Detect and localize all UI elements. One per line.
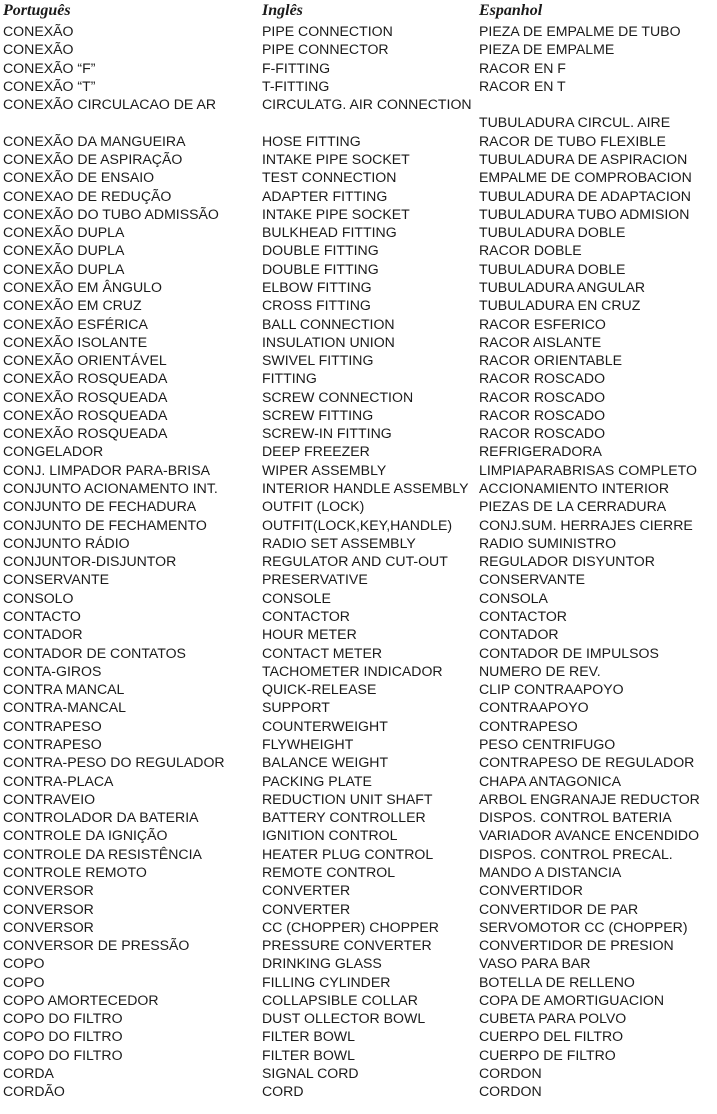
- term-es: RACOR DOBLE: [479, 242, 582, 259]
- table-row: [0, 936, 717, 954]
- term-en: HOUR METER: [262, 626, 357, 643]
- term-en: BULKHEAD FITTING: [262, 224, 397, 241]
- table-row: [0, 351, 717, 369]
- term-pt: CONEXÃO ISOLANTE: [3, 333, 148, 350]
- term-pt: CONEXÃO: [3, 23, 74, 39]
- term-pt: CONTACTO: [3, 608, 81, 624]
- term-en: BALL CONNECTION: [262, 315, 395, 332]
- term-en: INTERIOR HANDLE ASSEMBLY: [262, 480, 469, 497]
- term-pt: CONEXÃO EM ÂNGULO: [3, 278, 162, 295]
- term-es: TUBULADURA DE ASPIRACION: [479, 150, 688, 167]
- term-en: DRINKING GLASS: [262, 955, 382, 972]
- term-pt: CONEXÃO “T”: [3, 77, 96, 94]
- table-row: [0, 753, 717, 771]
- term-es: CUBETA PARA POLVO: [479, 1010, 627, 1027]
- term-es: TUBULADURA ANGULAR: [479, 278, 646, 295]
- term-pt: CONSOLO: [3, 589, 74, 606]
- term-en: PIPE CONNECTION: [262, 23, 393, 39]
- term-en: RADIO SET ASSEMBLY: [262, 534, 416, 551]
- table-row: [0, 991, 717, 1009]
- term-es: TUBULADURA CIRCUL. AIRE: [479, 114, 671, 131]
- table-row: [0, 1009, 717, 1027]
- table-row: [0, 954, 717, 972]
- term-en: CONSOLE: [262, 589, 331, 606]
- table-row: [0, 644, 717, 662]
- term-pt: CONTROLE DA IGNIÇÃO: [3, 827, 168, 844]
- table-row: [0, 1082, 717, 1100]
- term-es: NUMERO DE REV.: [479, 662, 601, 679]
- term-pt: CONEXÃO “F”: [3, 59, 96, 76]
- term-es: TUBULADURA EN CRUZ: [479, 297, 641, 314]
- table-row: [0, 260, 717, 278]
- term-pt: CONEXÃO DE ASPIRAÇÃO: [3, 150, 183, 167]
- table-row: [0, 790, 717, 808]
- term-en: DUST OLLECTOR BOWL: [262, 1010, 426, 1027]
- term-es: PIEZAS DE LA CERRADURA: [479, 498, 667, 515]
- term-es: RACOR EN T: [479, 77, 566, 94]
- term-pt: CORDÃO: [3, 1083, 65, 1100]
- term-pt: COPO DO FILTRO: [3, 1010, 123, 1027]
- term-en: WIPER ASSEMBLY: [262, 461, 387, 478]
- term-es: RACOR ROSCADO: [479, 388, 606, 405]
- term-en: T-FITTING: [262, 77, 330, 94]
- term-es: MANDO A DISTANCIA: [479, 863, 622, 880]
- header-ingles: Inglês: [262, 2, 303, 19]
- term-en: FITTING: [262, 370, 317, 387]
- term-es: CONTRAPESO DE REGULADOR: [479, 754, 695, 771]
- term-pt: CONTADOR DE CONTATOS: [3, 644, 186, 661]
- table-row: [0, 241, 717, 259]
- table-row: [0, 388, 717, 406]
- term-es: CONTRAAPOYO: [479, 699, 589, 716]
- table-row: [0, 132, 717, 150]
- table-row: [0, 205, 717, 223]
- term-en: IGNITION CONTROL: [262, 827, 398, 844]
- term-pt: CONTRA-MANCAL: [3, 699, 126, 716]
- term-en: ADAPTER FITTING: [262, 187, 388, 204]
- table-row: [0, 570, 717, 588]
- term-es: RACOR AISLANTE: [479, 333, 602, 350]
- term-en: F-FITTING: [262, 59, 331, 76]
- table-row: [0, 369, 717, 387]
- term-pt: COPO: [3, 955, 45, 972]
- term-en: REGULATOR AND CUT-OUT: [262, 553, 448, 570]
- term-pt: CONTRA-PLACA: [3, 772, 114, 789]
- table-row: [0, 516, 717, 534]
- table-row: [0, 625, 717, 643]
- term-pt: CONEXÃO ROSQUEADA: [3, 370, 168, 387]
- table-row: [0, 406, 717, 424]
- term-es: LIMPIAPARABRISAS COMPLETO: [479, 461, 697, 478]
- term-es: RACOR EN F: [479, 59, 566, 76]
- term-en: PRESSURE CONVERTER: [262, 937, 432, 954]
- term-es: CUERPO DE FILTRO: [479, 1046, 616, 1063]
- term-en: TACHOMETER INDICADOR: [262, 662, 443, 679]
- term-es: CORDON: [479, 1065, 542, 1082]
- table-row: [0, 552, 717, 570]
- term-en: DOUBLE FITTING: [262, 260, 379, 277]
- term-es: CONSOLA: [479, 589, 548, 606]
- term-pt: CONEXAO DE REDUÇÃO: [3, 187, 172, 204]
- term-es: CUERPO DEL FILTRO: [479, 1028, 624, 1045]
- term-es: RACOR ROSCADO: [479, 406, 606, 423]
- header-espanhol: Espanhol: [479, 2, 543, 19]
- term-es: REFRIGERADORA: [479, 443, 602, 460]
- term-en: INSULATION UNION: [262, 333, 395, 350]
- term-pt: CONEXÃO CIRCULACAO DE AR: [3, 96, 217, 113]
- term-es: CONJ.SUM. HERRAJES CIERRE: [479, 516, 693, 533]
- term-pt: CONTA-GIROS: [3, 662, 102, 679]
- term-en: PIPE CONNECTOR: [262, 41, 389, 58]
- term-es: RACOR ROSCADO: [479, 425, 606, 442]
- term-es: RACOR ROSCADO: [479, 370, 606, 387]
- term-en: FILTER BOWL: [262, 1046, 355, 1063]
- table-row: [0, 168, 717, 186]
- table-row: [0, 863, 717, 881]
- term-en: BATTERY CONTROLLER: [262, 809, 426, 826]
- term-pt: CONEXÃO ROSQUEADA: [3, 406, 168, 423]
- term-pt: CONEXÃO DUPLA: [3, 242, 125, 259]
- term-en: SUPPORT: [262, 699, 330, 716]
- term-es: CONVERTIDOR: [479, 882, 583, 899]
- term-pt: CONEXÃO: [3, 41, 74, 58]
- term-pt: CONEXÃO DUPLA: [3, 260, 125, 277]
- term-pt: COPO DO FILTRO: [3, 1028, 123, 1045]
- table-row: [0, 698, 717, 716]
- term-es: ACCIONAMIENTO INTERIOR: [479, 480, 670, 497]
- table-row: [0, 534, 717, 552]
- term-es: CONTRAPESO: [479, 717, 578, 734]
- term-en: REMOTE CONTROL: [262, 863, 396, 880]
- term-en: REDUCTION UNIT SHAFT: [262, 790, 433, 807]
- table-row: [0, 973, 717, 991]
- table-row: [0, 296, 717, 314]
- table-row: [0, 881, 717, 899]
- term-pt: CONVERSOR: [3, 918, 94, 935]
- table-row: [0, 424, 717, 442]
- term-es: CLIP CONTRAAPOYO: [479, 681, 624, 698]
- term-pt: CONTADOR: [3, 626, 83, 643]
- term-pt: COPO DO FILTRO: [3, 1046, 123, 1063]
- table-row: [0, 77, 717, 95]
- table-row: [0, 607, 717, 625]
- term-en: SCREW CONNECTION: [262, 388, 414, 405]
- term-es: TUBULADURA DOBLE: [479, 224, 626, 241]
- term-en: PRESERVATIVE: [262, 571, 368, 588]
- term-es: RACOR ORIENTABLE: [479, 352, 623, 369]
- term-en: SIGNAL CORD: [262, 1065, 359, 1082]
- term-en: TEST CONNECTION: [262, 169, 397, 186]
- term-pt: CONSERVANTE: [3, 571, 109, 588]
- term-es: PIEZA DE EMPALME DE TUBO: [479, 23, 681, 39]
- table-row: [0, 1027, 717, 1045]
- term-en: CONTACT METER: [262, 644, 383, 661]
- term-es: VARIADOR AVANCE ENCENDIDO: [479, 827, 700, 844]
- term-es: DISPOS. CONTROL PRECAL.: [479, 845, 673, 862]
- table-row: [0, 662, 717, 680]
- term-es: DISPOS. CONTROL BATERIA: [479, 809, 672, 826]
- term-es: TUBULADURA DOBLE: [479, 260, 626, 277]
- table-row: [0, 900, 717, 918]
- term-pt: CONTRAPESO: [3, 735, 102, 752]
- term-en: CONVERTER: [262, 900, 351, 917]
- term-es: CORDON: [479, 1083, 542, 1100]
- term-pt: CONTRAVEIO: [3, 790, 96, 807]
- term-es: RACOR DE TUBO FLEXIBLE: [479, 132, 666, 149]
- table-row: [0, 808, 717, 826]
- term-es: CHAPA ANTAGONICA: [479, 772, 622, 789]
- term-en: COLLAPSIBLE COLLAR: [262, 991, 418, 1008]
- table-row: [0, 223, 717, 241]
- term-pt: CONTRA-PESO DO REGULADOR: [3, 754, 225, 771]
- term-pt: CONTROLE DA RESISTÊNCIA: [3, 845, 202, 862]
- term-en: BALANCE WEIGHT: [262, 754, 389, 771]
- term-en: FILLING CYLINDER: [262, 973, 391, 990]
- term-en: OUTFIT (LOCK): [262, 498, 365, 515]
- term-en: CIRCULATG. AIR CONNECTION: [262, 96, 472, 113]
- term-pt: CONTROLADOR DA BATERIA: [3, 809, 199, 826]
- term-en: SCREW-IN FITTING: [262, 425, 392, 442]
- term-es: RACOR ESFERICO: [479, 315, 606, 332]
- term-pt: COPO AMORTECEDOR: [3, 991, 159, 1008]
- term-pt: CORDA: [3, 1065, 54, 1082]
- term-es: VASO PARA BAR: [479, 955, 591, 972]
- term-en: CC (CHOPPER) CHOPPER: [262, 918, 439, 935]
- table-row: [0, 278, 717, 296]
- term-pt: CONTRAPESO: [3, 717, 102, 734]
- term-es: BOTELLA DE RELLENO: [479, 973, 635, 990]
- term-en: CROSS FITTING: [262, 297, 371, 314]
- table-row: [0, 333, 717, 351]
- term-pt: CONEXÃO ROSQUEADA: [3, 425, 168, 442]
- term-es: REGULADOR DISYUNTOR: [479, 553, 655, 570]
- term-es: CONTADOR: [479, 626, 559, 643]
- term-pt: CONVERSOR DE PRESSÃO: [3, 937, 190, 954]
- table-row: [0, 1064, 717, 1082]
- term-es: CONSERVANTE: [479, 571, 585, 588]
- term-pt: CONJUNTO ACIONAMENTO INT.: [3, 480, 218, 497]
- term-pt: CONTROLE REMOTO: [3, 863, 147, 880]
- term-pt: COPO: [3, 973, 45, 990]
- term-es: TUBULADURA TUBO ADMISION: [479, 205, 690, 222]
- term-es: CONTACTOR: [479, 608, 567, 624]
- table-row: [0, 187, 717, 205]
- term-pt: CONEXÃO EM CRUZ: [3, 297, 142, 314]
- term-en: SWIVEL FITTING: [262, 352, 374, 369]
- term-es: ARBOL ENGRANAJE REDUCTOR: [479, 790, 700, 807]
- table-row: [0, 113, 717, 131]
- table-row: [0, 918, 717, 936]
- table-row: [0, 150, 717, 168]
- term-pt: CONEXÃO DO TUBO ADMISSÃO: [3, 205, 219, 222]
- term-en: INTAKE PIPE SOCKET: [262, 205, 410, 222]
- table-row: [0, 589, 717, 607]
- term-en: FILTER BOWL: [262, 1028, 355, 1045]
- table-row: [0, 22, 717, 40]
- term-es: SERVOMOTOR CC (CHOPPER): [479, 918, 688, 935]
- term-pt: CONGELADOR: [3, 443, 104, 460]
- term-es: CONVERTIDOR DE PAR: [479, 900, 639, 917]
- term-en: HEATER PLUG CONTROL: [262, 845, 434, 862]
- term-es: TUBULADURA DE ADAPTACION: [479, 187, 691, 204]
- table-row: [0, 1046, 717, 1064]
- table-row: [0, 59, 717, 77]
- table-row: [0, 442, 717, 460]
- table-row: [0, 680, 717, 698]
- term-es: EMPALME DE COMPROBACION: [479, 169, 692, 186]
- term-es: PESO CENTRIFUGO: [479, 735, 616, 752]
- term-pt: CONEXÃO ORIENTÁVEL: [3, 352, 167, 369]
- table-row: [0, 772, 717, 790]
- term-en: HOSE FITTING: [262, 132, 361, 149]
- table-row: [0, 479, 717, 497]
- header-row: [0, 0, 717, 22]
- term-en: CORD: [262, 1083, 304, 1100]
- term-pt: CONEXÃO ESFÉRICA: [3, 315, 148, 332]
- term-pt: CONJUNTO DE FECHAMENTO: [3, 516, 207, 533]
- table-row: [0, 497, 717, 515]
- term-pt: CONEXÃO DE ENSAIO: [3, 169, 155, 186]
- term-pt: CONVERSOR: [3, 882, 94, 899]
- term-es: COPA DE AMORTIGUACION: [479, 991, 665, 1008]
- term-pt: CONEXÃO DUPLA: [3, 224, 125, 241]
- term-pt: CONTRA MANCAL: [3, 681, 125, 698]
- term-en: CONTACTOR: [262, 608, 350, 624]
- header-portugues: Português: [3, 2, 71, 19]
- term-pt: CONJUNTOR-DISJUNTOR: [3, 553, 177, 570]
- table-row: [0, 315, 717, 333]
- term-en: DEEP FREEZER: [262, 443, 370, 460]
- table-row: [0, 461, 717, 479]
- glossary-rows: [0, 22, 717, 1101]
- table-row: [0, 717, 717, 735]
- term-en: OUTFIT(LOCK,KEY,HANDLE): [262, 516, 453, 533]
- table-row: [0, 95, 717, 113]
- term-pt: CONEXÃO DA MANGUEIRA: [3, 132, 186, 149]
- term-es: RADIO SUMINISTRO: [479, 534, 617, 551]
- term-es: PIEZA DE EMPALME: [479, 41, 615, 58]
- term-en: DOUBLE FITTING: [262, 242, 379, 259]
- term-en: QUICK-RELEASE: [262, 681, 377, 698]
- term-pt: CONJUNTO RÁDIO: [3, 534, 130, 551]
- table-row: [0, 735, 717, 753]
- term-es: CONTADOR DE IMPULSOS: [479, 644, 659, 661]
- term-en: COUNTERWEIGHT: [262, 717, 388, 734]
- table-row: [0, 826, 717, 844]
- term-pt: CONEXÃO ROSQUEADA: [3, 388, 168, 405]
- term-es: CONVERTIDOR DE PRESION: [479, 937, 674, 954]
- term-en: CONVERTER: [262, 882, 351, 899]
- term-pt: CONJ. LIMPADOR PARA-BRISA: [3, 461, 211, 478]
- term-pt: CONJUNTO DE FECHADURA: [3, 498, 197, 515]
- table-row: [0, 845, 717, 863]
- term-en: FLYWHEIGHT: [262, 735, 354, 752]
- table-row: [0, 40, 717, 58]
- term-pt: CONVERSOR: [3, 900, 94, 917]
- term-en: PACKING PLATE: [262, 772, 372, 789]
- term-en: ELBOW FITTING: [262, 278, 372, 295]
- term-en: SCREW FITTING: [262, 406, 374, 423]
- term-en: INTAKE PIPE SOCKET: [262, 150, 410, 167]
